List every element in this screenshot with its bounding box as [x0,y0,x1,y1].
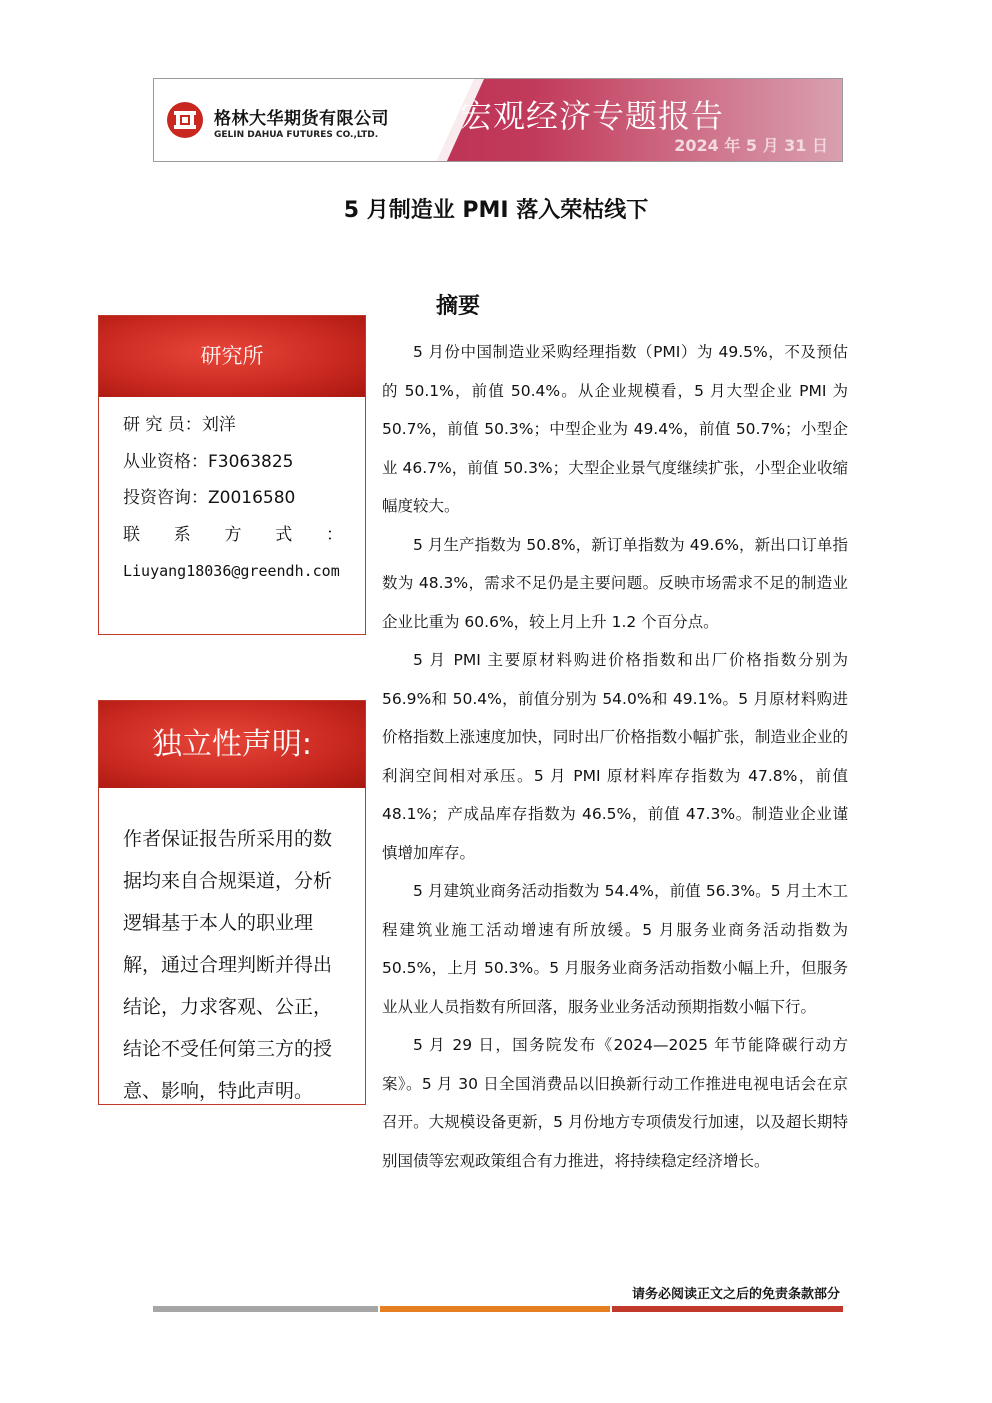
contact-char: 系 [173,524,191,545]
researcher-name: 刘洋 [201,415,236,435]
report-type: 宏观经济专题报告 [460,97,725,135]
company-name-en: GELIN DAHUA FUTURES CO.,LTD. [214,130,379,140]
summary-paragraph: 5 月生产指数为 50.8%，新订单指数为 49.6%，新出口订单指数为 48.3%，需求不足仍是主要问题。反映市场需求不足的制造业企业比重为 60.6%，较上月上升 1.2 个百分点。 [382,535,848,631]
contact-label-row [123,517,343,554]
researcher-row [123,407,343,444]
research-info-box [98,315,366,635]
footer-bar-red [612,1306,843,1312]
company-name-cn: 格林大华期货有限公司 [214,109,389,129]
contact-char: 式 [275,524,293,545]
company-logo-icon [166,101,204,139]
summary-paragraph: 5 月建筑业商务活动指数为 54.4%，前值 56.3%。5 月土木工程建筑业施工活动增速有所放缓。5 月服务业商务活动指数为 50.5%，上月 50.3%。5 月服务业商务活动指数小幅上升，但服务业从业人员指数有所回落，服务业业务活动预期指数小幅下行。 [382,882,848,1016]
header-banner [153,78,843,162]
footer-bar-orange [380,1306,610,1312]
page-title: 5 月制造业 PMI 落入荣枯线下 [343,198,649,223]
disclaimer-note: 请务必阅读正文之后的免责条款部分 [631,1287,840,1302]
qualification-row: 从业资格：F3063825 [123,451,294,472]
contact-char: 方 [224,524,242,545]
summary-paragraph: 5 月 29 日，国务院发布《2024—2025 年节能降碳行动方案》。5 月 30 日全国消费品以旧换新行动工作推进电视电话会在京召开。大规模设备更新，5 月份地方专项债发行加速，以及超长期特别国债等宏观政策组合有力推进，将持续稳定经济增长。 [382,1036,848,1170]
summary-paragraph: 5 月 PMI 主要原材料购进价格指数和出厂价格指数分别为 56.9%和 50.4%，前值分别为 54.0%和 49.1%。5 月原材料购进价格指数上涨速度加快，同时出厂价格指数小幅扩张，制造业企业的利润空间相对承压。5 月 PMI 原材料库存指数为 47.8%，前值 48.1%；产成品库存指数为 46.5%，前值 47.3%。制造业企业谨慎增加库存。 [382,651,848,862]
researcher-label: 研 究 员： [123,415,202,435]
summary-heading: 摘要 [436,294,481,319]
summary-paragraph: 5 月份中国制造业采购经理指数（PMI）为 49.5%，不及预估的 50.1%，前值 50.4%。从企业规模看，5 月大型企业 PMI 为 50.7%，前值 50.3%；中型企业为 49.4%，前值 50.7%；小型企业 46.7%，前值 50.3%；大型企业景气度继续扩张，小型企业收缩幅度较大。 [382,343,848,515]
contact-char: ： [326,524,343,545]
declaration-title: 独立性声明: [99,701,365,788]
consulting-row: 投资咨询：Z0016580 [123,488,296,508]
contact-email[interactable]: Liuyang18036@greendh.com [123,562,340,580]
declaration-text: 作者保证报告所采用的数据均来自合规渠道，分析逻辑基于本人的职业理解，通过合理判断并得出结论，力求客观、公正，结论不受任何第三方的授意、影响，特此声明。 [123,828,333,1102]
declaration-box [98,700,366,1105]
research-box-title: 研究所 [99,316,365,397]
summary-body [382,333,848,1180]
contact-char: 联 [123,524,140,545]
footer-bar-gray [153,1306,378,1312]
report-date: 2024 年 5 月 31 日 [674,136,828,155]
